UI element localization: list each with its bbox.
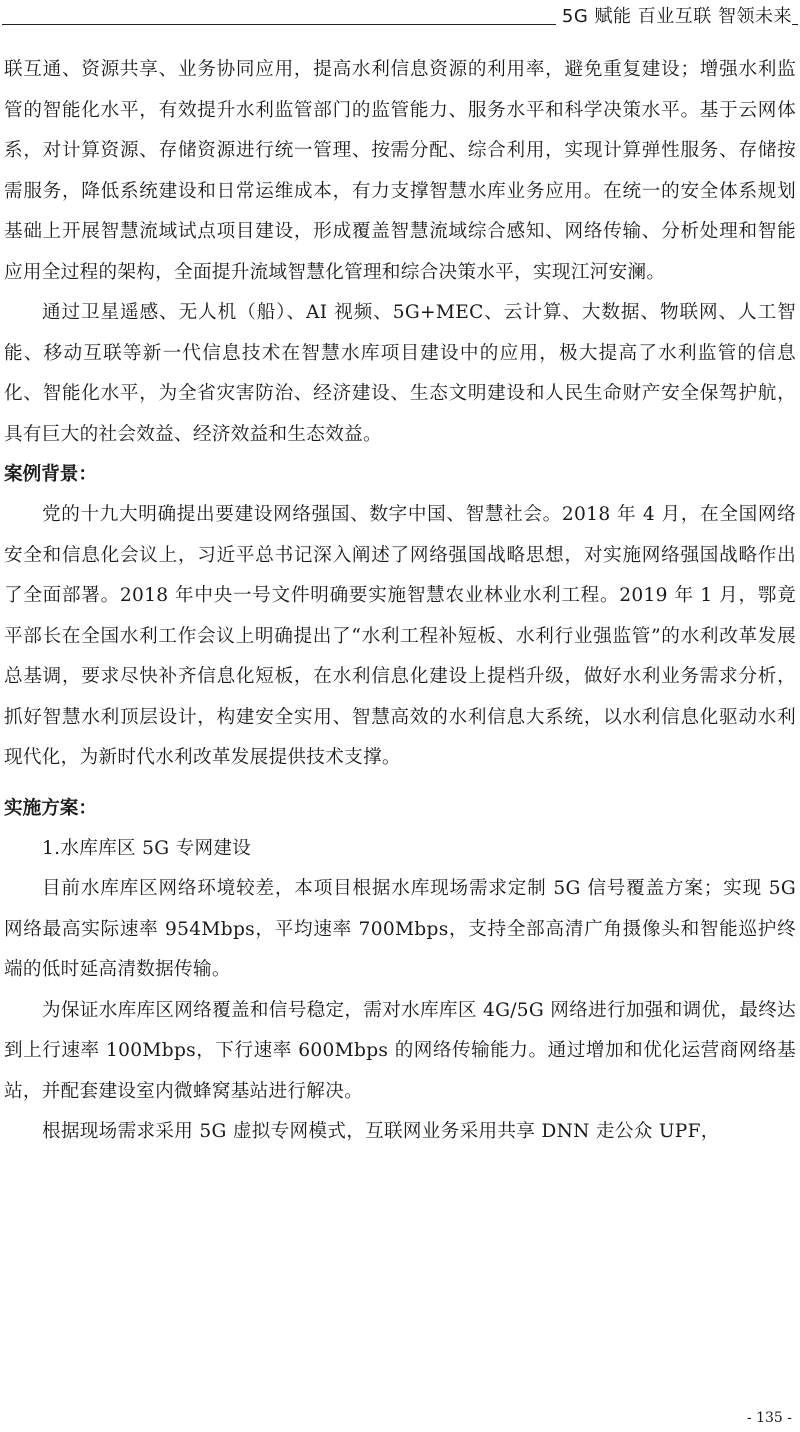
subheading-5g-network: 1.水库库区 5G 专网建设: [42, 837, 252, 859]
paragraph-5: 为保证水库库区网络覆盖和信号稳定，需对水库库区 4G/5G 网络进行加强和调优，最终达到上行速率 100Mbps，下行速率 600Mbps 的网络传输能力。通过增加和优化运营商网络基站，并配套建设室内微蜂窝基站进行解决。: [4, 999, 796, 1102]
page-header: [0, 0, 800, 30]
header-title: 5G 赋能 百业互联 智领未来: [556, 2, 792, 28]
paragraph-6: 根据现场需求采用 5G 虚拟专网模式，互联网业务采用共享 DNN 走公众 UPF，: [42, 1121, 720, 1142]
paragraph-4: 目前水库库区网络环境较差，本项目根据水库现场需求定制 5G 信号覆盖方案；实现 5G 网络最高实际速率 954Mbps，平均速率 700Mbps，支持全部高清广角摄像头和智能巡护终端的低时延高清数据传输。: [4, 878, 796, 980]
heading-implementation-plan: 实施方案：: [4, 797, 97, 819]
paragraph-1: 联互通、资源共享、业务协同应用，提高水利信息资源的利用率，避免重复建设；增强水利监管的智能化水平，有效提升水利监管部门的监管能力、服务水平和科学决策水平。基于云网体系，对计算资源、存储资源进行统一管理、按需分配、综合利用，实现计算弹性服务、存储按需服务，降低系统建设和日常运维成本，有力支撑智慧水库业务应用。在统一的安全体系规划基础上开展智慧流域试点项目建设，形成覆盖智慧流域综合感知、网络传输、分析处理和智能应用全过程的架构，全面提升流域智慧化管理和综合决策水平，实现江河安澜。: [4, 59, 796, 283]
paragraph-3: 党的十九大明确提出要建设网络强国、数字中国、智慧社会。2018 年 4 月，在全国网络安全和信息化会议上，习近平总书记深入阐述了网络强国战略思想，对实施网络强国战略作出了全面部署。2018 年中央一号文件明确要实施智慧农业林业水利工程。2019 年 1 月，鄂竟平部长在全国水利工作会议上明确提出了“水利工程补短板、水利行业强监管”的水利改革发展总基调，要求尽快补齐信息化短板，在水利信息化建设上提档升级，做好水利业务需求分析，抓好智慧水利顶层设计，构建安全实用、智慧高效的水利信息大系统，以水利信息化驱动水利现代化，为新时代水利改革发展提供技术支撑。: [4, 504, 796, 768]
paragraph-2: 通过卫星遥感、无人机（船）、AI 视频、5G+MEC、云计算、大数据、物联网、人工智能、移动互联等新一代信息技术在智慧水库项目建设中的应用，极大提高了水利监管的信息化、智能化水平，为全省灾害防治、经济建设、生态文明建设和人民生命财产安全保驾护航，具有巨大的社会效益、经济效益和生态效益。: [4, 302, 796, 445]
document-body: [4, 50, 796, 1153]
heading-case-background: 案例背景：: [4, 464, 97, 485]
page-number: - 135 -: [746, 1410, 792, 1426]
